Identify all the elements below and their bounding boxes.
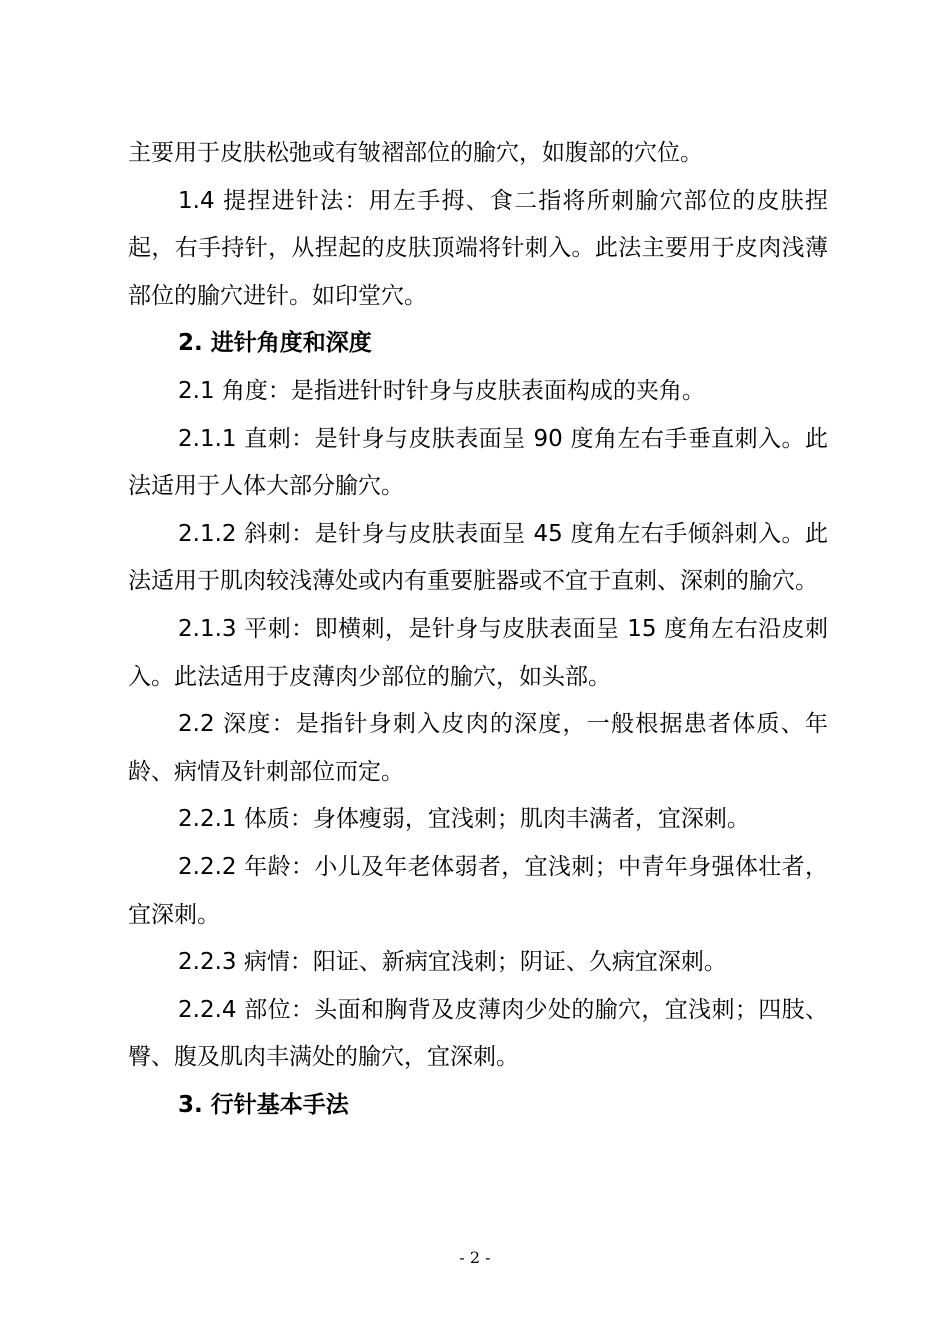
section-heading-3: 3. 行针基本手法 (178, 1091, 349, 1118)
paragraph-continuation: 主要用于皮肤松弛或有皱褶部位的腧穴，如腹部的穴位。 (128, 140, 703, 166)
paragraph-2-1: 2.1 角度：是指进针时针身与皮肤表面构成的夹角。 (178, 377, 705, 404)
paragraph-2-1-1: 2.1.1 直刺：是针身与皮肤表面呈 90 度角左右手垂直刺入。此法适用于人体大部分腧穴。 (128, 425, 828, 500)
paragraph-2-2-2: 2.2.2 年龄：小儿及年老体弱者，宜浅刺；中青年身强体壮者，宜深刺。 (128, 853, 828, 928)
section-heading-2: 2. 进针角度和深度 (178, 330, 372, 357)
paragraph-2-2-1: 2.2.1 体质：身体瘦弱，宜浅刺；肌肉丰满者，宜深刺。 (178, 806, 750, 833)
paragraph-2-2-4: 2.2.4 部位：头面和胸背及皮薄肉少处的腧穴，宜浅刺；四肢、臀、腹及肌肉丰满处的腧穴，宜深刺。 (128, 996, 828, 1071)
paragraph-1-4: 1.4 提捏进针法：用左手拇、食二指将所刺腧穴部位的皮肤捏起，右手持针，从捏起的皮肤顶端将针刺入。此法主要用于皮肉浅薄部位的腧穴进针。如印堂穴。 (128, 187, 828, 309)
paragraph-2-2: 2.2 深度：是指针身刺入皮肉的深度，一般根据患者体质、年龄、病情及针刺部位而定。 (128, 711, 828, 785)
paragraph-2-2-3: 2.2.3 病情：阳证、新病宜浅刺；阴证、久病宜深刺。 (178, 949, 727, 976)
paragraph-2-1-3: 2.1.3 平刺：即横刺，是针身与皮肤表面呈 15 度角左右沿皮刺入。此法适用于皮薄肉少部位的腧穴，如头部。 (128, 615, 828, 690)
paragraph-2-1-2: 2.1.2 斜刺：是针身与皮肤表面呈 45 度角左右手倾斜刺入。此法适用于肌肉较浅薄处或内有重要脏器或不宜于直刺、深刺的腧穴。 (128, 520, 828, 595)
page-number: - 2 - (459, 1248, 491, 1267)
document-body (128, 130, 828, 1129)
